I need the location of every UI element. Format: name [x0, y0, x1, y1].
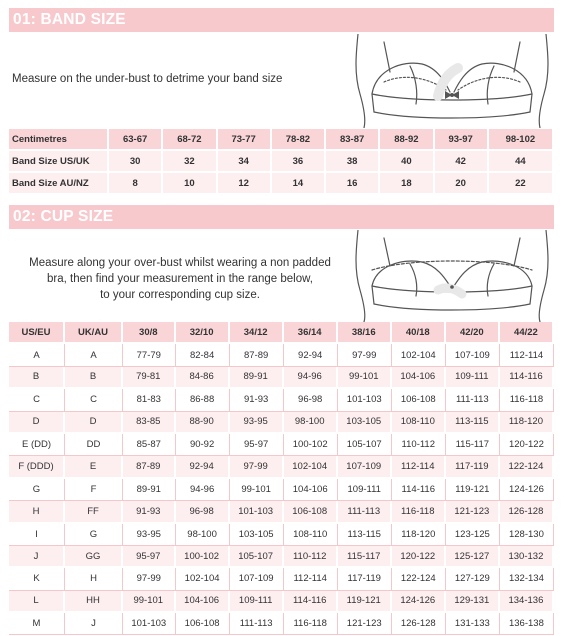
measurement-cell: 100-102 — [176, 546, 230, 568]
cell: 14 — [272, 173, 326, 195]
measurement-cell: 77-79 — [123, 344, 176, 366]
measurement-cell: 98-100 — [284, 412, 338, 434]
cup-size-cell: HH — [65, 591, 123, 613]
band-size-table — [9, 129, 554, 195]
cell: 16 — [326, 173, 380, 195]
measurement-cell: 82-84 — [176, 344, 230, 366]
measurement-cell: 107-109 — [446, 344, 500, 366]
cell: 32 — [163, 151, 217, 173]
cup-size-banner — [9, 205, 554, 229]
measurement-cell: 97-99 — [123, 568, 176, 590]
cup-size-cell: K — [9, 568, 65, 590]
measurement-cell: 95-97 — [123, 546, 176, 568]
measurement-cell: 116-118 — [284, 613, 338, 635]
cup-size-cell: G — [65, 524, 123, 546]
measurement-cell: 105-107 — [338, 434, 392, 456]
cell: 38 — [326, 151, 380, 173]
measurement-cell: 104-106 — [392, 367, 446, 389]
measurement-cell: 109-111 — [230, 591, 284, 613]
row-label: Band Size AU/NZ — [9, 173, 109, 195]
measurement-cell: 113-115 — [338, 524, 392, 546]
cell: 78-82 — [272, 129, 326, 151]
measurement-cell: 102-104 — [284, 456, 338, 478]
measurement-cell: 115-117 — [446, 434, 500, 456]
measurement-cell: 123-125 — [446, 524, 500, 546]
header-cell: 44/22 — [500, 322, 554, 344]
cup-size-cell: C — [65, 389, 123, 411]
cup-size-cell: J — [9, 546, 65, 568]
cup-size-cell: G — [9, 479, 65, 501]
table-row — [9, 546, 554, 568]
measurement-cell: 94-96 — [176, 479, 230, 501]
cup-size-cell: B — [9, 367, 65, 389]
measurement-cell: 115-117 — [338, 546, 392, 568]
cup-size-cell: H — [65, 568, 123, 590]
cup-size-table — [9, 322, 554, 635]
header-cell: 42/20 — [446, 322, 500, 344]
cup-size-cell: F (DDD) — [9, 456, 65, 478]
measurement-cell: 114-116 — [500, 367, 554, 389]
cell: 44 — [489, 151, 554, 173]
instruction-line: Measure along your over-bust whilst wearing a non padded — [29, 257, 331, 269]
measurement-cell: 79-81 — [123, 367, 176, 389]
measurement-cell: 134-136 — [500, 591, 554, 613]
cup-size-title: 02: CUP SIZE — [13, 208, 114, 225]
measurement-cell: 127-129 — [446, 568, 500, 590]
cup-size-cell: E — [65, 456, 123, 478]
header-cell: UK/AU — [65, 322, 123, 344]
cup-size-cell: A — [65, 344, 123, 366]
measurement-cell: 91-93 — [230, 389, 284, 411]
measurement-cell: 120-122 — [392, 546, 446, 568]
measurement-cell: 125-127 — [446, 546, 500, 568]
header-cell: 34/12 — [230, 322, 284, 344]
measurement-cell: 126-128 — [392, 613, 446, 635]
measurement-cell: 102-104 — [392, 344, 446, 366]
measurement-cell: 118-120 — [500, 412, 554, 434]
measurement-cell: 99-101 — [338, 367, 392, 389]
cup-size-cell: L — [9, 591, 65, 613]
cup-size-cell: E (DD) — [9, 434, 65, 456]
measurement-cell: 96-98 — [284, 389, 338, 411]
cell: 98-102 — [489, 129, 554, 151]
cup-size-cell: M — [9, 613, 65, 635]
table-row — [9, 412, 554, 434]
cell: 42 — [435, 151, 489, 173]
cell: 10 — [163, 173, 217, 195]
cell: 18 — [380, 173, 434, 195]
measurement-cell: 117-119 — [446, 456, 500, 478]
measurement-cell: 110-112 — [284, 546, 338, 568]
measurement-cell: 93-95 — [230, 412, 284, 434]
band-row-centimetres — [9, 129, 554, 151]
cup-size-cell: H — [9, 501, 65, 523]
table-row — [9, 434, 554, 456]
cell: 30 — [109, 151, 163, 173]
table-row — [9, 591, 554, 613]
measurement-cell: 92-94 — [176, 456, 230, 478]
over-bust-measure-illustration-icon — [350, 230, 554, 327]
cup-header-row — [9, 322, 554, 344]
under-bust-measure-illustration-icon — [350, 34, 554, 133]
measurement-cell: 122-124 — [500, 456, 554, 478]
measurement-cell: 124-126 — [392, 591, 446, 613]
measurement-cell: 86-88 — [176, 389, 230, 411]
measurement-cell: 94-96 — [284, 367, 338, 389]
header-cell: 36/14 — [284, 322, 338, 344]
measurement-cell: 87-89 — [230, 344, 284, 366]
table-row — [9, 456, 554, 478]
row-label: Centimetres — [9, 129, 109, 151]
table-row — [9, 613, 554, 635]
measurement-cell: 108-110 — [392, 412, 446, 434]
measurement-cell: 83-85 — [123, 412, 176, 434]
measurement-cell: 107-109 — [230, 568, 284, 590]
cell: 63-67 — [109, 129, 163, 151]
cup-size-cell: FF — [65, 501, 123, 523]
measurement-cell: 119-121 — [446, 479, 500, 501]
measurement-cell: 132-134 — [500, 568, 554, 590]
measurement-cell: 88-90 — [176, 412, 230, 434]
cell: 34 — [218, 151, 272, 173]
measurement-cell: 113-115 — [446, 412, 500, 434]
cell: 36 — [272, 151, 326, 173]
measurement-cell: 120-122 — [500, 434, 554, 456]
cell: 22 — [489, 173, 554, 195]
cup-size-instruction — [10, 255, 350, 303]
measurement-cell: 89-91 — [123, 479, 176, 501]
cup-size-cell: D — [65, 412, 123, 434]
measurement-cell: 98-100 — [176, 524, 230, 546]
band-size-banner — [9, 8, 554, 32]
measurement-cell: 92-94 — [284, 344, 338, 366]
measurement-cell: 106-108 — [392, 389, 446, 411]
measurement-cell: 99-101 — [230, 479, 284, 501]
cup-table-body — [9, 344, 554, 635]
measurement-cell: 91-93 — [123, 501, 176, 523]
header-cell: US/EU — [9, 322, 65, 344]
table-row — [9, 367, 554, 389]
measurement-cell: 106-108 — [284, 501, 338, 523]
table-row — [9, 344, 554, 366]
instruction-line: to your corresponding cup size. — [100, 289, 260, 301]
measurement-cell: 97-99 — [230, 456, 284, 478]
measurement-cell: 111-113 — [230, 613, 284, 635]
measurement-cell: 118-120 — [392, 524, 446, 546]
measurement-cell: 112-114 — [500, 344, 554, 366]
measurement-cell: 103-105 — [338, 412, 392, 434]
cell: 93-97 — [435, 129, 489, 151]
cell: 73-77 — [218, 129, 272, 151]
band-row-au-nz — [9, 173, 554, 195]
table-row — [9, 568, 554, 590]
header-cell: 40/18 — [392, 322, 446, 344]
cup-size-cell: F — [65, 479, 123, 501]
measurement-cell: 101-103 — [338, 389, 392, 411]
measurement-cell: 104-106 — [176, 591, 230, 613]
measurement-cell: 95-97 — [230, 434, 284, 456]
measurement-cell: 84-86 — [176, 367, 230, 389]
cup-size-cell: B — [65, 367, 123, 389]
header-cell: 38/16 — [338, 322, 392, 344]
header-cell: 32/10 — [176, 322, 230, 344]
measurement-cell: 93-95 — [123, 524, 176, 546]
measurement-cell: 89-91 — [230, 367, 284, 389]
measurement-cell: 97-99 — [338, 344, 392, 366]
measurement-cell: 121-123 — [446, 501, 500, 523]
cup-size-cell: C — [9, 389, 65, 411]
band-size-title: 01: BAND SIZE — [13, 11, 126, 28]
measurement-cell: 96-98 — [176, 501, 230, 523]
table-row — [9, 501, 554, 523]
measurement-cell: 130-132 — [500, 546, 554, 568]
measurement-cell: 116-118 — [392, 501, 446, 523]
measurement-cell: 107-109 — [338, 456, 392, 478]
measurement-cell: 112-114 — [392, 456, 446, 478]
cell: 40 — [380, 151, 434, 173]
cell: 12 — [218, 173, 272, 195]
cell: 88-92 — [380, 129, 434, 151]
cup-size-cell: J — [65, 613, 123, 635]
measurement-cell: 108-110 — [284, 524, 338, 546]
measurement-cell: 128-130 — [500, 524, 554, 546]
measurement-cell: 90-92 — [176, 434, 230, 456]
measurement-cell: 101-103 — [230, 501, 284, 523]
measurement-cell: 122-124 — [392, 568, 446, 590]
measurement-cell: 87-89 — [123, 456, 176, 478]
measurement-cell: 81-83 — [123, 389, 176, 411]
measurement-cell: 105-107 — [230, 546, 284, 568]
measurement-cell: 109-111 — [446, 367, 500, 389]
measurement-cell: 109-111 — [338, 479, 392, 501]
measurement-cell: 110-112 — [392, 434, 446, 456]
measurement-cell: 99-101 — [123, 591, 176, 613]
measurement-cell: 117-119 — [338, 568, 392, 590]
header-cell: 30/8 — [123, 322, 176, 344]
table-row — [9, 524, 554, 546]
cup-size-cell: GG — [65, 546, 123, 568]
measurement-cell: 111-113 — [446, 389, 500, 411]
row-label: Band Size US/UK — [9, 151, 109, 173]
cup-size-cell: A — [9, 344, 65, 366]
band-size-instruction: Measure on the under-bust to detrime your band size — [12, 73, 283, 85]
measurement-cell: 131-133 — [446, 613, 500, 635]
cell: 20 — [435, 173, 489, 195]
measurement-cell: 102-104 — [176, 568, 230, 590]
measurement-cell: 116-118 — [500, 389, 554, 411]
cell: 68-72 — [163, 129, 217, 151]
measurement-cell: 119-121 — [338, 591, 392, 613]
table-row — [9, 389, 554, 411]
band-row-us-uk — [9, 151, 554, 173]
measurement-cell: 106-108 — [176, 613, 230, 635]
measurement-cell: 126-128 — [500, 501, 554, 523]
cup-size-cell: DD — [65, 434, 123, 456]
measurement-cell: 121-123 — [338, 613, 392, 635]
measurement-cell: 104-106 — [284, 479, 338, 501]
table-row — [9, 479, 554, 501]
measurement-cell: 111-113 — [338, 501, 392, 523]
measurement-cell: 129-131 — [446, 591, 500, 613]
cup-size-cell: I — [9, 524, 65, 546]
cell: 83-87 — [326, 129, 380, 151]
measurement-cell: 101-103 — [123, 613, 176, 635]
measurement-cell: 124-126 — [500, 479, 554, 501]
measurement-cell: 114-116 — [392, 479, 446, 501]
measurement-cell: 85-87 — [123, 434, 176, 456]
measurement-cell: 103-105 — [230, 524, 284, 546]
measurement-cell: 114-116 — [284, 591, 338, 613]
measurement-cell: 136-138 — [500, 613, 554, 635]
measurement-cell: 100-102 — [284, 434, 338, 456]
cell: 8 — [109, 173, 163, 195]
cup-size-cell: D — [9, 412, 65, 434]
measurement-cell: 112-114 — [284, 568, 338, 590]
instruction-line: bra, then find your measurement in the range below, — [47, 273, 313, 285]
